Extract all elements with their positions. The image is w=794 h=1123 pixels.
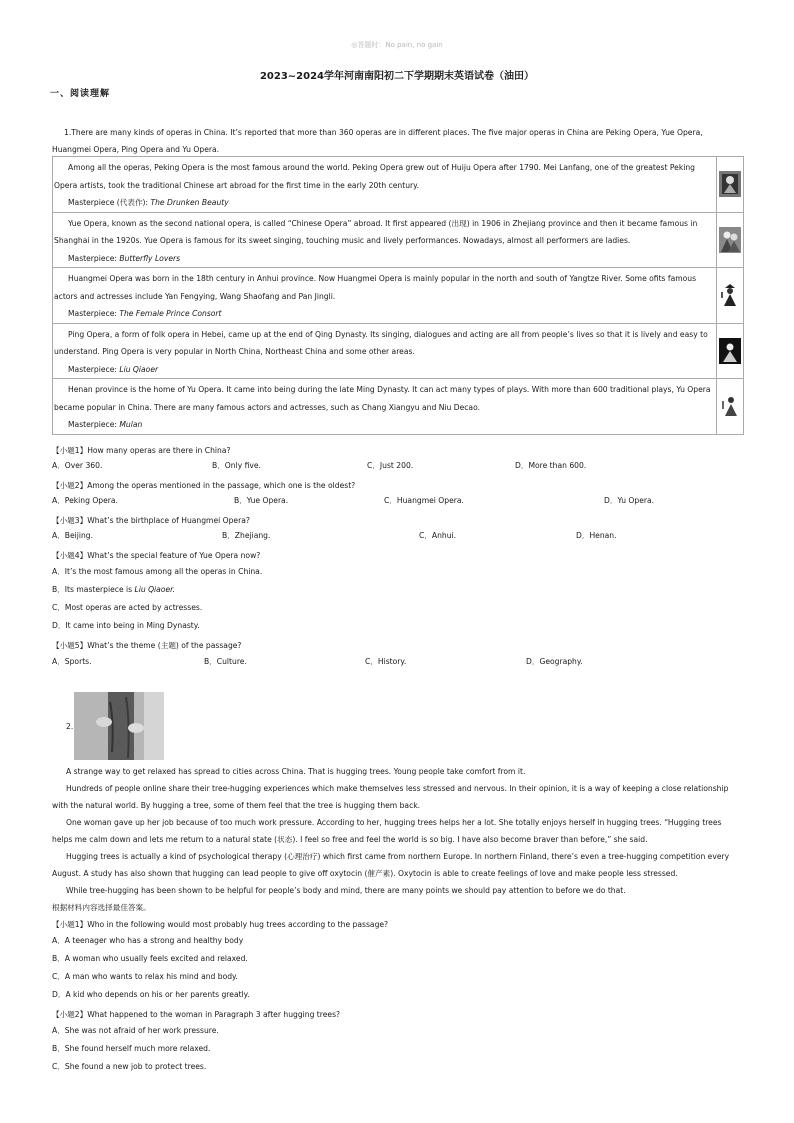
option-c[interactable]: C．History. bbox=[365, 657, 407, 666]
option-b-italic: Liu Qiaoer. bbox=[134, 585, 175, 594]
option-b[interactable]: B．Zhejiang. bbox=[222, 531, 271, 540]
table-row bbox=[53, 323, 744, 379]
option-a[interactable]: A．Over 360. bbox=[52, 461, 103, 470]
option-d[interactable]: D．It came into being in Ming Dynasty. bbox=[52, 621, 200, 630]
huangmei-opera-image bbox=[719, 282, 741, 308]
q2-paragraph-5: While tree-hugging has been shown to be helpful for people’s body and mind, there are many points we should pay attention to before we do that. bbox=[66, 886, 626, 895]
peking-opera-image bbox=[719, 171, 741, 197]
watermark: ◎答题时：No pain, no gain bbox=[351, 41, 443, 49]
q2-paragraph-1: A strange way to get relaxed has spread to cities across China. That is hugging trees. Young people take comfort from it. bbox=[66, 767, 526, 776]
option-c[interactable]: C．She found a new job to protect trees. bbox=[52, 1062, 207, 1071]
ping-opera-image bbox=[719, 338, 741, 364]
option-d[interactable]: D．Henan. bbox=[576, 531, 617, 540]
option-a[interactable]: A．She was not afraid of her work pressure. bbox=[52, 1026, 219, 1035]
masterpiece-label: Masterpiece: bbox=[68, 253, 120, 263]
opera-cell bbox=[53, 323, 717, 379]
masterpiece-title: Butterfly Lovers bbox=[119, 253, 181, 263]
masterpiece-title: The Female Prince Consort bbox=[119, 309, 222, 318]
option-a[interactable]: A．Peking Opera. bbox=[52, 496, 118, 505]
q1-question-2: 【小题2】Among the operas mentioned in the passage, which one is the oldest? bbox=[52, 481, 356, 490]
yue-opera-image bbox=[719, 227, 741, 253]
q2-instruction: 根据材料内容选择最佳答案。 bbox=[52, 903, 151, 912]
opera-image-cell bbox=[717, 323, 744, 379]
q1-intro: 1.There are many kinds of operas in China. It’s reported that more than 360 operas are in different places. The five major operas in China are Peking Opera, Yue Opera, Huangmei Opera, Ping Opera and Yu Opera. bbox=[52, 128, 703, 154]
q2-question-2: 【小题2】What happened to the woman in Paragraph 3 after hugging trees? bbox=[52, 1010, 341, 1019]
table-row bbox=[53, 379, 744, 435]
option-b[interactable]: B．She found herself much more relaxed. bbox=[52, 1044, 211, 1053]
masterpiece-title: Liu Qiaoer bbox=[119, 364, 159, 374]
option-d[interactable]: D．Yu Opera. bbox=[604, 496, 655, 505]
opera-image-cell bbox=[717, 212, 744, 268]
opera-text: Ping Opera, a form of folk opera in Hebei, came up at the end of Qing Dynasty. Its singing, dialogues and acting are all from people’s lives so that it is lively and easy to understand. Ping Opera is very popular in North China, Northeast China and some other areas. bbox=[54, 329, 708, 356]
option-b[interactable]: B．Only five. bbox=[212, 461, 261, 470]
option-c[interactable]: C．Anhui. bbox=[419, 531, 457, 540]
q1-question-4: 【小题4】What’s the special feature of Yue Opera now? bbox=[52, 551, 261, 560]
tree-hugging-image bbox=[74, 692, 164, 760]
option-b-text: B．Its masterpiece is bbox=[52, 585, 135, 594]
masterpiece-title: Mulan bbox=[119, 420, 143, 429]
q2-paragraph-2: Hundreds of people online share their tree-hugging experiences which make themselves less stressed and nervous. In their opinion, it is a way of keeping a close relationship with the natural world. By hugging a tree, some of them feel that the tree is hugging them back. bbox=[52, 784, 729, 810]
table-row bbox=[53, 268, 744, 324]
opera-text: Among all the operas, Peking Opera is the most famous around the world. Peking Opera grew out of Huiju Opera after 1790. Mei Lanfang, one of the greatest Peking Opera artists, took the traditional Chinese art abroad for the first time in the early 20th century. bbox=[54, 163, 695, 190]
q1-question-3: 【小题3】What’s the birthplace of Huangmei Opera? bbox=[52, 516, 250, 525]
option-c[interactable]: C．A man who wants to relax his mind and body. bbox=[52, 972, 238, 981]
masterpiece bbox=[54, 194, 715, 212]
opera-cell bbox=[53, 212, 717, 268]
opera-text: Yue Opera, known as the second national opera, is called “Chinese Opera” abroad. It first appeared (出现) in 1906 in Zhejiang province and then it became famous in Shanghai in the 1920s. Yue Opera is famous for its sweet singing, touching music and lively performances. Nowadays, almost all performers are ladies. bbox=[54, 218, 698, 245]
masterpiece-label: Masterpiece (代表作): bbox=[68, 198, 151, 207]
opera-text: Henan province is the home of Yu Opera. It came into being during the late Ming Dynasty. It can act many types of plays. With more than 600 traditional plays, Yu Opera became popular in China. There are many famous actors and actresses, such as Chang Xiangyu and Niu Decao. bbox=[54, 385, 711, 412]
opera-text: Huangmei Opera was born in the 18th century in Anhui province. Now Huangmei Opera is mainly popular in the north and south of Yangtze River. Some ofits famous actors and actresses include Yan Fengying, Wang Shaofang and Pan Jingli. bbox=[54, 274, 697, 301]
q1-question-5: 【小题5】What’s the theme (主题) of the passage? bbox=[52, 641, 242, 650]
table-row bbox=[53, 157, 744, 213]
opera-cell bbox=[53, 157, 717, 213]
option-b[interactable] bbox=[52, 584, 175, 595]
page-title: 2023~2024学年河南南阳初二下学期期末英语试卷（油田） bbox=[259, 71, 535, 82]
opera-cell bbox=[53, 268, 717, 324]
section-heading: 一、阅读理解 bbox=[50, 89, 111, 99]
q2-number: 2. bbox=[66, 722, 74, 731]
opera-table bbox=[52, 156, 744, 435]
masterpiece bbox=[54, 361, 715, 379]
option-c[interactable]: C．Huangmei Opera. bbox=[384, 496, 464, 505]
option-a[interactable]: A．Beijing. bbox=[52, 531, 94, 540]
option-c[interactable]: C．Most operas are acted by actresses. bbox=[52, 603, 203, 612]
masterpiece-title: The Drunken Beauty bbox=[150, 198, 229, 207]
option-b[interactable]: B．Yue Opera. bbox=[234, 496, 289, 505]
opera-cell bbox=[53, 379, 717, 435]
masterpiece bbox=[54, 416, 715, 434]
option-b[interactable]: B．A woman who usually feels excited and relaxed. bbox=[52, 954, 248, 963]
masterpiece-label: Masterpiece: bbox=[68, 420, 120, 429]
masterpiece-label: Masterpiece: bbox=[68, 309, 120, 318]
opera-image-cell bbox=[717, 379, 744, 435]
masterpiece-label: Masterpiece: bbox=[68, 364, 120, 374]
option-a[interactable]: A．Sports. bbox=[52, 657, 92, 666]
yu-opera-image bbox=[719, 393, 741, 419]
masterpiece bbox=[54, 305, 715, 323]
q2-question-1: 【小题1】Who in the following would most probably hug trees according to the passage? bbox=[52, 920, 389, 929]
option-d[interactable]: D．Geography. bbox=[526, 657, 583, 666]
q2-paragraph-4: Hugging trees is actually a kind of psychological therapy (心理治疗) which first came from northern Europe. In northern Finland, there’s even a tree-hugging competition every August. A study has also shown that hugging can lead people to give off oxytocin (催产素). Oxytocin is able to create feelings of love and make people less stressed. bbox=[52, 852, 730, 878]
q1-question-1: 【小题1】How many operas are there in China? bbox=[52, 446, 231, 455]
opera-image-cell bbox=[717, 157, 744, 213]
option-d[interactable]: D．A kid who depends on his or her parents greatly. bbox=[52, 990, 250, 999]
option-b[interactable]: B．Culture. bbox=[204, 657, 247, 666]
q2-paragraph-3: One woman gave up her job because of too much work pressure. According to her, hugging trees helps her a lot. She totally enjoys herself in hugging trees. “Hugging trees helps me calm down and lets me return to a natural state (状态). I feel so free and feel the world is so big. I have also become braver than before,” she said. bbox=[52, 818, 722, 844]
opera-image-cell bbox=[717, 268, 744, 324]
option-a[interactable]: A．A teenager who has a strong and healthy body bbox=[52, 936, 244, 945]
option-c[interactable]: C．Just 200. bbox=[367, 461, 414, 470]
table-row bbox=[53, 212, 744, 268]
option-a[interactable]: A．It’s the most famous among all the operas in China. bbox=[52, 567, 263, 576]
option-d[interactable]: D．More than 600. bbox=[515, 461, 587, 470]
masterpiece bbox=[54, 250, 715, 268]
